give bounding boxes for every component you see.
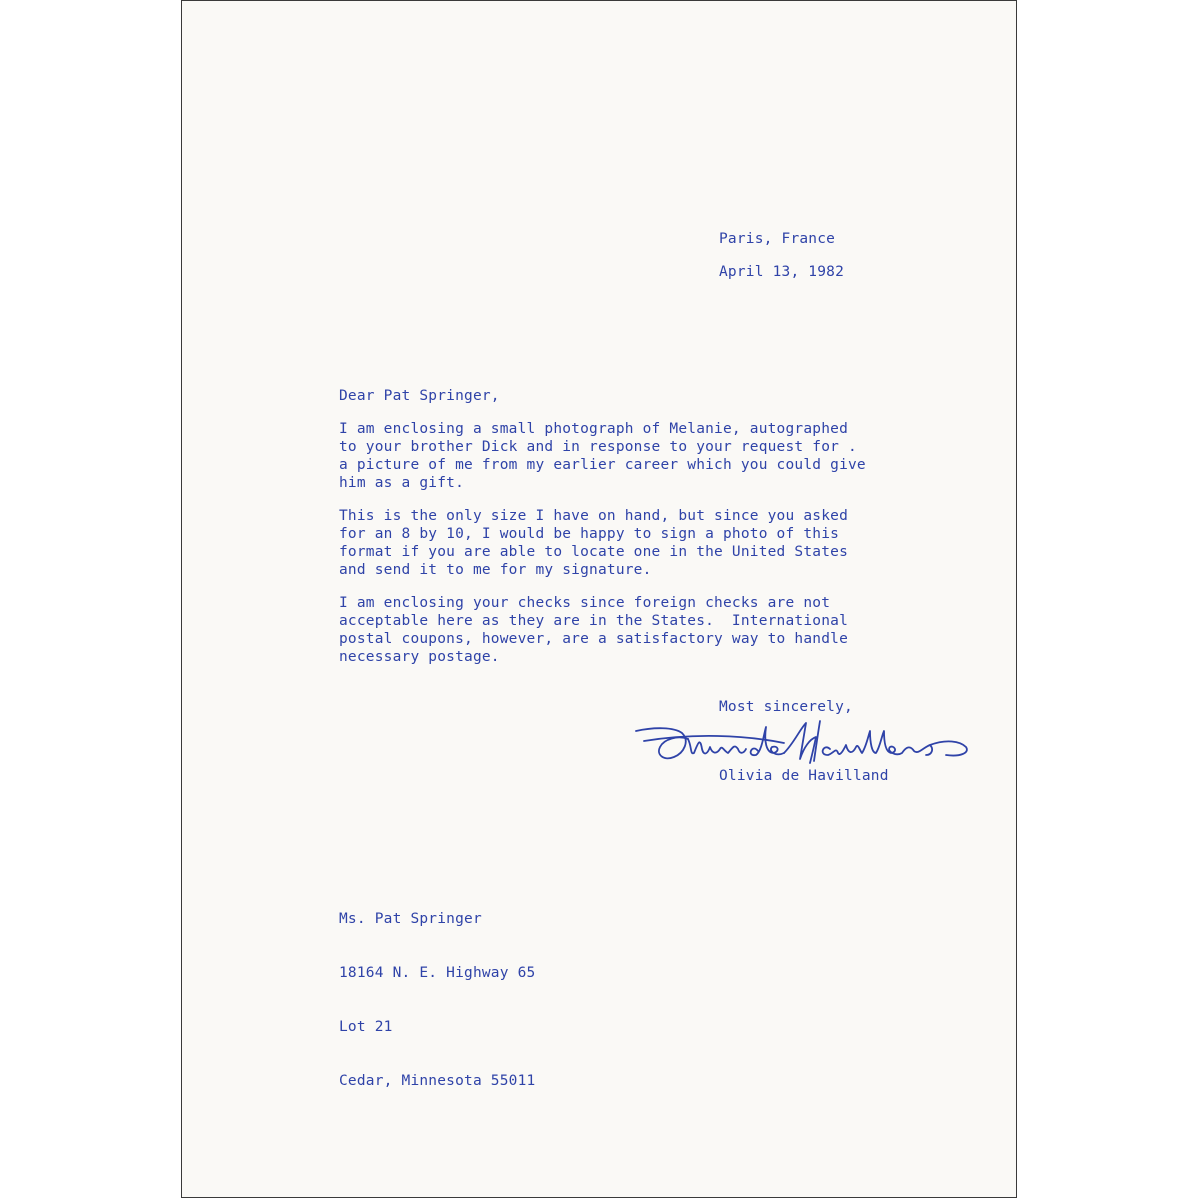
body-line: a picture of me from my earlier career which you could give [339,457,866,473]
address-line: Ms. Pat Springer [339,911,482,927]
typed-signatory-name: Olivia de Havilland [719,768,889,784]
body-line: format if you are able to locate one in the United States [339,544,848,560]
body-line: postal coupons, however, are a satisfactory way to handle [339,631,848,647]
letter-place: Paris, France [719,231,836,247]
address-line: 18164 N. E. Highway 65 [339,965,536,981]
body-line: necessary postage. [339,649,500,665]
address-line: Lot 21 [339,1019,393,1035]
body-paragraph-3 [339,594,899,666]
body-line: This is the only size I have on hand, but since you asked [339,508,848,524]
letter-date: April 13, 1982 [719,264,845,280]
body-line: I am enclosing a small photograph of Melanie, autographed [339,421,848,437]
body-line: acceptable here as they are in the States. International [339,613,848,629]
body-line: him as a gift. [339,475,465,491]
address-line: Cedar, Minnesota 55011 [339,1073,536,1089]
body-line: for an 8 by 10, I would be happy to sign a photo of this [339,526,840,542]
body-line: I am enclosing your checks since foreign checks are not [339,595,831,611]
letter-closing: Most sincerely, [719,699,853,715]
letter-sheet [181,0,1017,1198]
letter-salutation: Dear Pat Springer, [339,388,500,404]
body-paragraph-1 [339,420,899,492]
body-line: to your brother Dick and in response to your request for . [339,439,857,455]
body-paragraph-2 [339,507,899,579]
recipient-address [339,874,535,1126]
body-line: and send it to me for my signature. [339,562,652,578]
